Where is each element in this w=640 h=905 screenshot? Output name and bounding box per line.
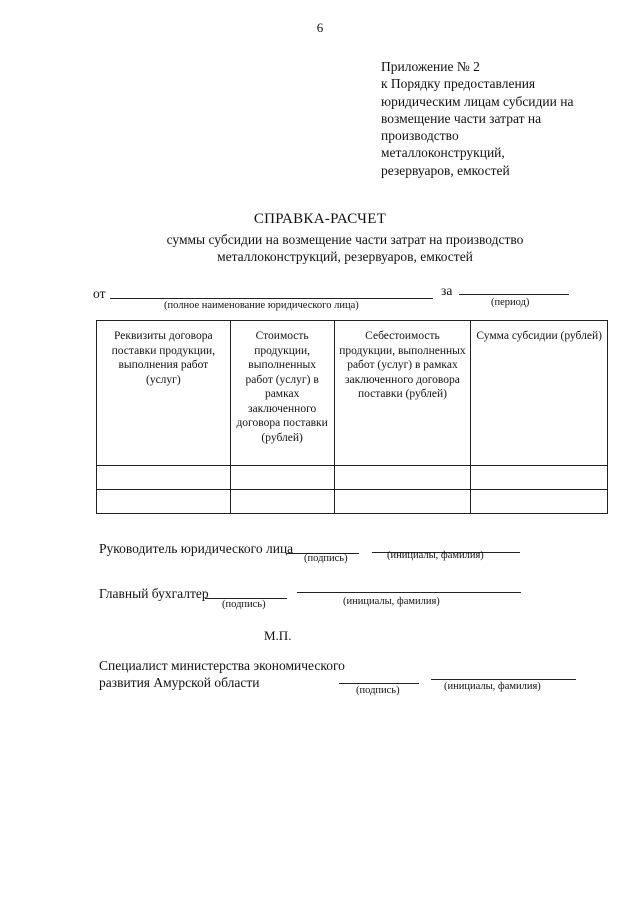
appendix-line: возмещение части затрат на	[381, 110, 542, 126]
specialist-signature-label	[99, 657, 345, 691]
table-row	[97, 490, 608, 514]
table-cell[interactable]	[97, 466, 231, 490]
specialist-name-caption: (инициалы, фамилия)	[444, 681, 541, 692]
accountant-signature-caption: (подпись)	[222, 599, 266, 610]
appendix-line: металлоконструкций,	[381, 145, 505, 161]
org-name-caption: (полное наименование юридического лица)	[164, 300, 359, 311]
subtitle-line: металлоконструкций, резервуаров, емкостей	[217, 249, 473, 264]
appendix-line: Приложение № 2	[381, 59, 480, 74]
specialist-signature-line[interactable]	[339, 683, 419, 684]
table-header-cell: Себестоимость продукции, выполненных работ (услуг) в рамках заключенного договора поставки (рублей)	[334, 321, 471, 466]
page-number: 6	[316, 20, 324, 35]
subtitle-line: суммы субсидии на возмещение части затрат на производство	[166, 232, 524, 247]
table-cell[interactable]	[471, 466, 608, 490]
specialist-label-line: Специалист министерства экономического	[99, 658, 345, 673]
table-header-row	[97, 321, 608, 466]
table-header-cell: Сумма субсидии (рублей)	[471, 321, 608, 466]
specialist-signature-caption: (подпись)	[356, 685, 400, 696]
from-label: от	[93, 286, 106, 301]
table-header-cell: Реквизиты договора поставки продукции, выполнения работ (услуг)	[97, 321, 231, 466]
document-title: СПРАВКА-РАСЧЕТ	[253, 211, 387, 227]
table-row	[97, 466, 608, 490]
appendix-line: юридическим лицам субсидии на	[381, 93, 574, 109]
table-cell[interactable]	[97, 490, 231, 514]
table-cell[interactable]	[230, 466, 334, 490]
period-label: за	[441, 283, 453, 298]
table-cell[interactable]	[334, 490, 471, 514]
head-signature-label: Руководитель юридического лица	[99, 541, 294, 556]
org-name-line[interactable]	[110, 298, 433, 299]
stamp-place-label: М.П.	[264, 628, 292, 643]
table-header-cell: Стоимость продукции, выполненных работ (услуг) в рамках заключенного договора поставки (рублей)	[230, 321, 334, 466]
head-name-caption: (инициалы, фамилия)	[387, 550, 484, 561]
calculation-table	[96, 320, 608, 514]
head-signature-caption: (подпись)	[304, 553, 348, 564]
period-line[interactable]	[459, 294, 569, 295]
accountant-name-caption: (инициалы, фамилия)	[343, 596, 440, 607]
appendix-line: резервуаров, емкостей	[381, 162, 510, 178]
accountant-signature-label: Главный бухгалтер	[99, 586, 209, 601]
table-cell[interactable]	[334, 466, 471, 490]
document-subtitle	[0, 231, 640, 265]
appendix-line: производство	[381, 128, 459, 144]
appendix-block	[381, 58, 573, 179]
specialist-name-line[interactable]	[431, 679, 576, 680]
table-cell[interactable]	[471, 490, 608, 514]
table-cell[interactable]	[230, 490, 334, 514]
appendix-line: к Порядку предоставления	[381, 76, 536, 92]
period-caption: (период)	[491, 297, 530, 308]
accountant-name-line[interactable]	[297, 592, 521, 593]
specialist-label-line: развития Амурской области	[99, 675, 260, 690]
